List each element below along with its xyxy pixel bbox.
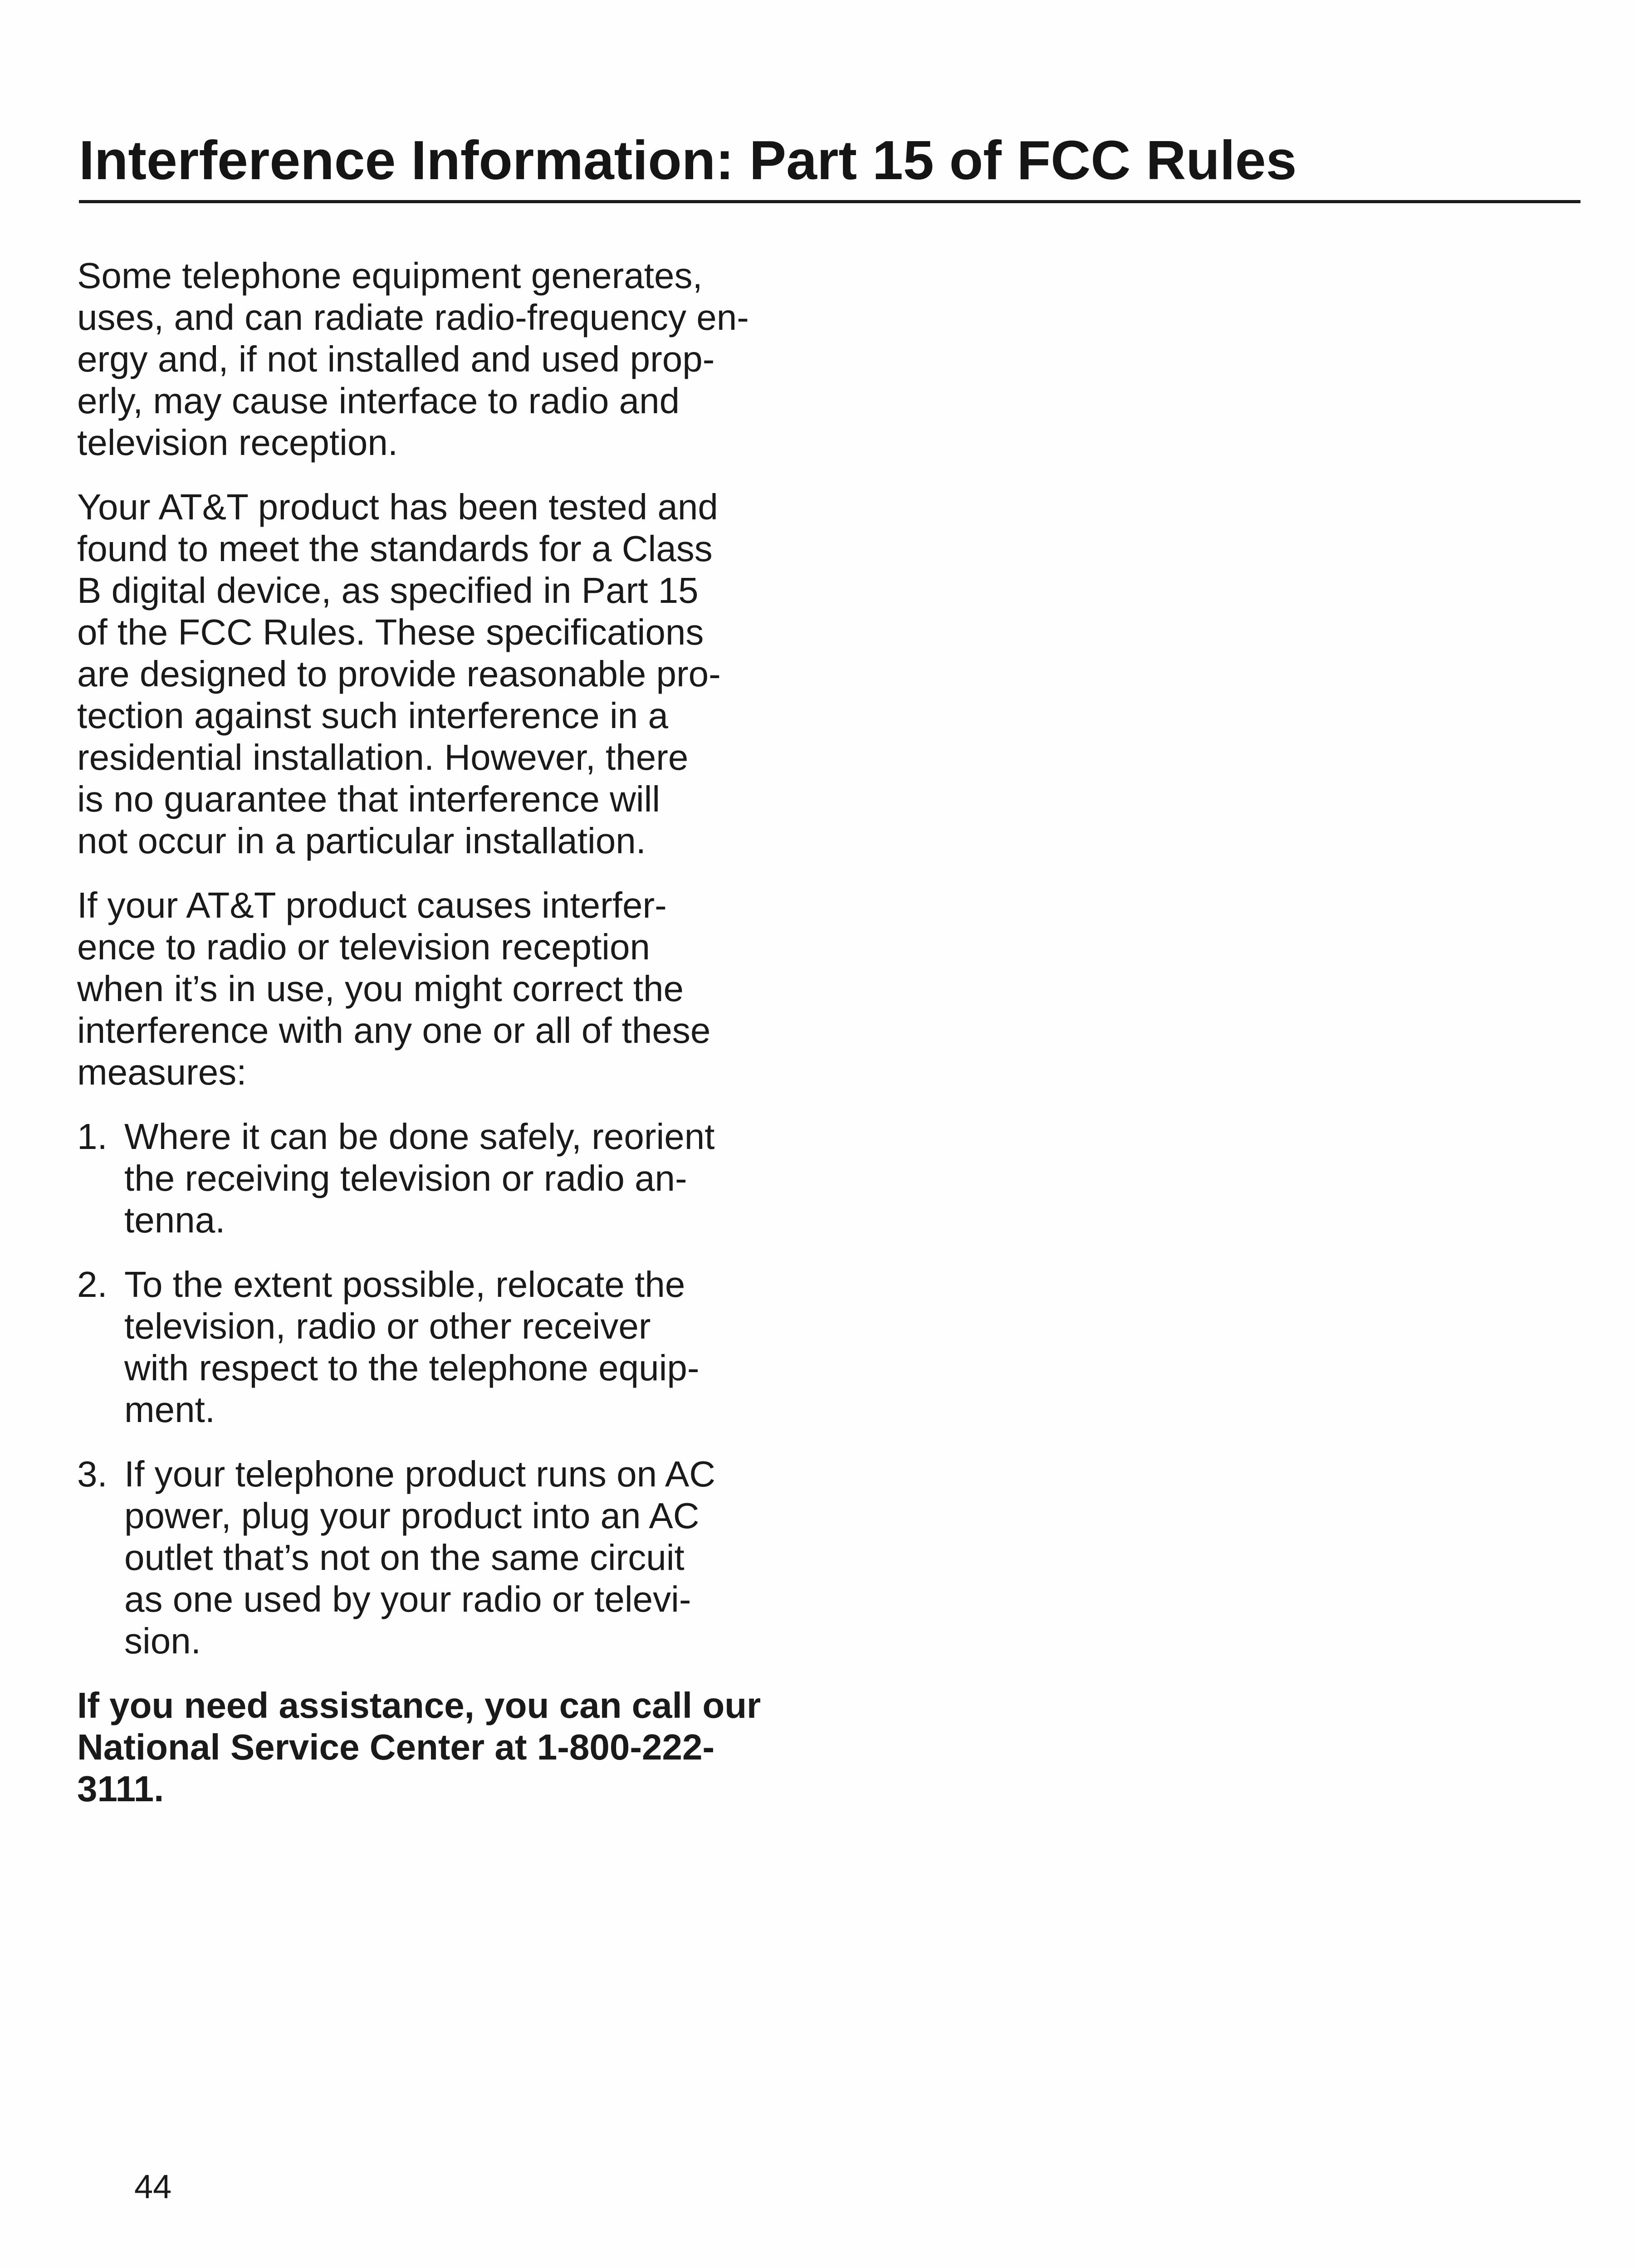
paragraph-measures-intro: If your AT&T product causes interfer- ence to radio or television reception when it’s in use, you might correct the interference with any one or all of these measures: [77, 885, 711, 1092]
measure-text: To the extent possible, relocate the television, radio or other receiver with respect to the telephone equip- ment. [124, 1264, 700, 1430]
measure-text: Where it can be done safely, reorient the receiving television or radio an- tenna. [124, 1116, 715, 1240]
title-divider [79, 200, 1580, 203]
measure-item-1 [77, 1116, 812, 1241]
measure-text: If your telephone product runs on AC power, plug your product into an AC outlet that’s not on the same circuit as one used by your radio or televi- sion. [124, 1454, 716, 1661]
measure-item-3 [77, 1453, 812, 1662]
paragraph-intro: Some telephone equipment generates, uses, and can radiate radio-frequency en- ergy and, if not installed and used prop- erly, may cause interface to radio and television reception. [77, 255, 749, 463]
measure-number: 3. [77, 1454, 108, 1494]
assistance-note: If you need assistance, you can call our National Service Center at 1-800-222- 3111. [77, 1685, 761, 1809]
body-text-column [77, 255, 812, 1833]
measure-number: 1. [77, 1116, 108, 1157]
paragraph-compliance: Your AT&T product has been tested and found to meet the standards for a Class B digital device, as specified in Part 15 of the FCC Rules. These specifications are designed to provide reasonable pro- tection against such interference in a residential installation. However, there is no guarantee that interference will not occur in a particular installation. [77, 487, 721, 861]
page-number: 44 [134, 2168, 172, 2205]
page-title: Interference Information: Part 15 of FCC Rules [79, 129, 1297, 191]
measure-number: 2. [77, 1264, 108, 1305]
measure-item-2 [77, 1264, 812, 1431]
